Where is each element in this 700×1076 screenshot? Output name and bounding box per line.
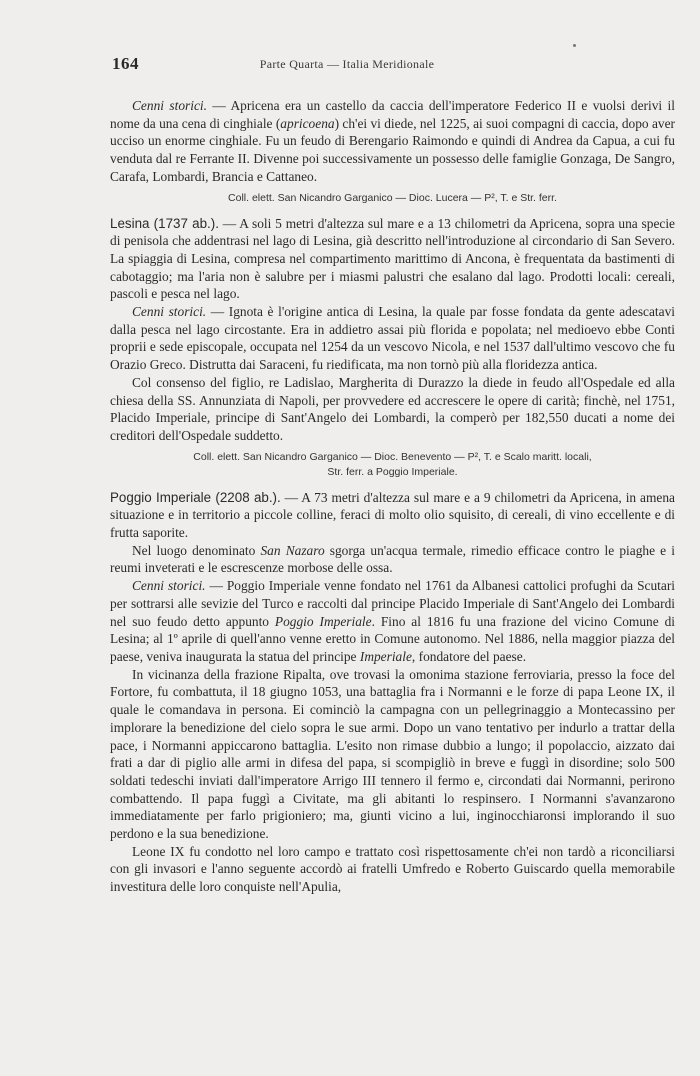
page-number: 164 xyxy=(112,54,139,73)
poggio-leone-paragraph: Leone IX fu condotto nel loro campo e trattato così rispettosamente ch'ei non tardò a riconciliarsi con gli invasori e l'anno seguente accordò ai fratelli Umfredo e Roberto Guiscardo quella memorabile investitura delle loro conquiste nell'Apulia, xyxy=(110,843,675,895)
apricena-history-label: Cenni storici. xyxy=(132,98,207,113)
apricena-history-text-b: ) ch'ei vi diede, nel 1225, ai suoi compagni di caccia, dopo aver ucciso un enorme cinghiale. Fu un feudo di Berengario Raimondo e quindi di Andrea da Capua, a cui fu venduta dal re Ferrante II. Divenne poi successivamente un possesso delle famiglie Gonzaga, De Sangro, Carafa, Lombardi, Brancia e Cattaneo. xyxy=(110,115,676,184)
lesina-history-paragraph xyxy=(110,303,675,374)
lesina-footnote xyxy=(110,450,675,480)
poggio-spring-place: San Nazaro xyxy=(260,542,325,558)
poggio-battle-paragraph: In vicinanza della frazione Ripalta, ove trovasi la omonima stazione ferroviaria, presso la foce del Fortore, fu combattuta, il 18 giugno 1053, una battaglia fra i Normanni e le forze di papa Leone IX, il quale le comandava in persona. Ei cominciò la campagna con un pellegrinaggio a Montecassino per implorare la benedizione del cielo sopra le sue armi. Dopo un vano tentativo per indurlo a trattar della pace, i Normanni appiccarono battaglia. L'esito non rimase dubbio a lungo; il popolaccio, aizzato dai frati a dar di piglio alle armi in difesa del papa, si scompigliò in breve e fuggì in disordine; solo 500 soldati tedeschi inviati dall'imperatore Arrigo III tennero il fermo e, circondati dai Normanni, perirono combattendo. Il papa fuggì a Civitate, ma gli abitanti lo respinsero. I Normanni s'avanzarono immediatamente per farlo prigioniero; ma, giunti vicino a lui, inginocchiaronsi implorando il suo perdono e la sua benedizione. xyxy=(110,666,675,842)
poggio-history-text-a: — Poggio Imperiale venne fondato nel 1761 da Albanesi cattolici profughi da Scutari per sottrarsi alle sevizie del Turco e raccolti dal principe Placido Imperiale di Sant'Angelo dei Lombardi nel suo feudo detto appunto xyxy=(110,578,675,629)
lesina-population: (1737 ab.). xyxy=(149,215,219,231)
lesina-history-label: Cenni storici. xyxy=(132,304,207,320)
lesina-description: — A soli 5 metri d'altezza sul mare e a 13 chilometri da Apricena, sopra una specie di penisola che addentrasi nel lago di Lesina, già descritto nell'introduzione al circondario di San Severo. La spiaggia di Lesina, compresa nel compartimento marittimo di Ancona, è frequentata da bastimenti di cabotaggio; ma l'aria non è salubre per i miasmi palustri che esalano dal lago. Prodotti locali: cereali, pascoli e pesca nel lago. xyxy=(110,215,676,302)
poggio-description: — A 73 metri d'altezza sul mare e a 9 chilometri da Apricena, in amena situazione e in territorio a piccole colline, feraci di molto olio squisito, di cereali, di vino eccellente e di frutta saporite. xyxy=(110,489,675,541)
poggio-history-text-b: . Fino al 1816 fu una frazione del vicino Comune di Lesina; al 1º aprile di quell'anno venne eretto in Comune autonomo. Nel 1886, nella maggior piazza del paese, veniva inaugurata la statua del principe xyxy=(110,613,675,664)
lesina-entry xyxy=(110,215,675,304)
poggio-history-label: Cenni storici. xyxy=(132,578,206,594)
poggio-history-term2: Imperiale xyxy=(359,648,412,664)
apricena-term: apricoena xyxy=(280,115,335,131)
apricena-history-paragraph xyxy=(110,97,675,186)
lesina-footnote-line1: Coll. elett. San Nicandro Garganico — Dioc. Benevento — P², T. e Scalo maritt. locali, xyxy=(193,450,592,463)
poggio-spring-text-a: Nel luogo denominato xyxy=(132,542,261,558)
poggio-history-term: Poggio Imperiale xyxy=(274,613,372,629)
page-body xyxy=(110,97,675,896)
poggio-population: (2208 ab.). xyxy=(211,489,281,505)
apricena-history-text-a: — Apricena era un castello da caccia dell'imperatore Federico II e vuolsi derivi il nome da una cena di cinghiale ( xyxy=(110,98,675,131)
page-header xyxy=(112,54,582,76)
lesina-consenso-paragraph: Col consenso del figlio, re Ladislao, Margherita di Durazzo la diede in feudo all'Ospedale ed alla chiesa della SS. Annunziata di Napoli, per provvedere ed accrescere le opere di carità; finchè, nel 1751, Placido Imperiale, principe di Sant'Angelo dei Lombardi, la comperò per 182,550 ducati a nome dei creditori dell'Ospedale suddetto. xyxy=(110,374,675,443)
print-speck xyxy=(573,44,576,47)
lesina-heading: Lesina xyxy=(110,215,150,231)
apricena-footnote: Coll. elett. San Nicandro Garganico — Dioc. Lucera — P², T. e Str. ferr. xyxy=(228,191,557,204)
poggio-history-text-c: , fondatore del paese. xyxy=(411,648,527,664)
poggio-history-paragraph xyxy=(110,577,675,666)
lesina-footnote-line2: Str. ferr. a Poggio Imperiale. xyxy=(327,465,458,478)
poggio-spring-text-b: sgorga un'acqua termale, rimedio efficace contro le piaghe e i reumi inveterati e le escrescenze morbose delle ossa. xyxy=(110,542,675,576)
poggio-spring-paragraph xyxy=(110,542,675,577)
running-title: Parte Quarta — Italia Meridionale xyxy=(259,57,435,71)
poggio-entry xyxy=(110,489,675,542)
poggio-heading: Poggio Imperiale xyxy=(110,489,212,505)
lesina-history-text: — Ignota è l'origine antica di Lesina, la quale par fosse fondata da gente adescatavi dalla pesca nel lago circostante. Era in addietro assai più florida e popolata; nel medioevo ebbe Conti proprii e sede episcopale, occupata nel 1254 da un vescovo Nicola, e nel 1537 dall'ultimo vescovo che fu Orazio Greco. Distrutta dai Saraceni, fu riedificata, ma non tornò più alla floridezza antica. xyxy=(110,304,675,373)
